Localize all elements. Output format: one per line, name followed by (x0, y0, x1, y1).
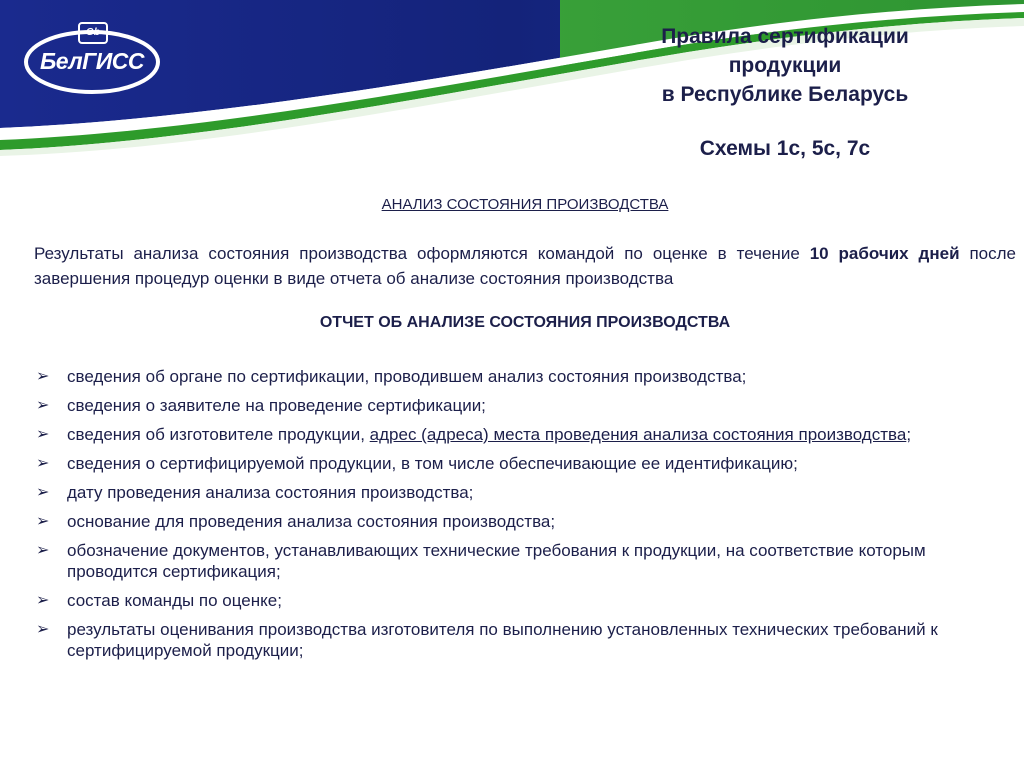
list-item-text: основание для проведения анализа состояния производства; (67, 512, 556, 531)
list-item (34, 395, 994, 416)
arrow-bullet-icon: ➢ (36, 397, 50, 414)
list-item (34, 424, 994, 445)
arrow-bullet-icon: ➢ (36, 621, 50, 638)
list-item-text: сведения о сертифицируемой продукции, в том числе обеспечивающие ее идентификацию; (67, 454, 798, 473)
intro-text-1: Результаты анализа состояния производства оформляются командой по оценке в течение (34, 244, 810, 263)
report-items-list (34, 366, 994, 669)
logo-mark: Gb (78, 22, 108, 44)
list-item (34, 366, 994, 387)
list-item (34, 482, 994, 503)
arrow-bullet-icon: ➢ (36, 542, 50, 559)
schemes-subtitle: Схемы 1с, 5с, 7с (699, 137, 871, 160)
list-item-underlined-text: адрес (адреса) места проведения анализа состояния производства (369, 425, 907, 444)
list-item (34, 453, 994, 474)
title-line-1: Правила сертификации (661, 25, 909, 48)
title-line-3: в Республике Беларусь (661, 83, 909, 106)
section-heading: АНАЛИЗ СОСТОЯНИЯ ПРОИЗВОДСТВА (381, 196, 669, 213)
list-item (34, 540, 994, 582)
intro-bold-deadline: 10 рабочих дней (809, 244, 960, 263)
intro-paragraph (34, 241, 1016, 291)
list-item-text: сведения об органе по сертификации, проводившем анализ состояния производства; (67, 367, 747, 386)
belgiss-logo (22, 18, 162, 100)
arrow-bullet-icon: ➢ (36, 484, 50, 501)
report-heading: ОТЧЕТ ОБ АНАЛИЗЕ СОСТОЯНИЯ ПРОИЗВОДСТВА (319, 314, 731, 331)
list-item-text-end: ; (906, 425, 912, 444)
arrow-bullet-icon: ➢ (36, 513, 50, 530)
list-item-text: сведения об изготовителе продукции, (67, 425, 370, 444)
list-item (34, 590, 994, 611)
list-item-text: сведения о заявителе на проведение сертификации; (67, 396, 486, 415)
arrow-bullet-icon: ➢ (36, 426, 50, 443)
arrow-bullet-icon: ➢ (36, 368, 50, 385)
list-item-text: результаты оценивания производства изготовителя по выполнению установленных технических требований к сертифицируемой продукции; (67, 620, 938, 660)
list-item (34, 619, 994, 661)
arrow-bullet-icon: ➢ (36, 592, 50, 609)
intro-text-2: после завершения процедур оценки в виде отчета об анализе состояния производства (34, 244, 1016, 288)
arrow-bullet-icon: ➢ (36, 455, 50, 472)
page-title (590, 22, 980, 161)
list-item (34, 511, 994, 532)
list-item-text: дату проведения анализа состояния производства; (67, 483, 474, 502)
title-line-2: продукции (728, 54, 842, 77)
list-item-text: состав команды по оценке; (67, 591, 282, 610)
list-item-text: обозначение документов, устанавливающих технические требования к продукции, на соответствие которым проводится сертификация; (67, 541, 926, 581)
logo-text: БелГИСС (39, 48, 145, 74)
